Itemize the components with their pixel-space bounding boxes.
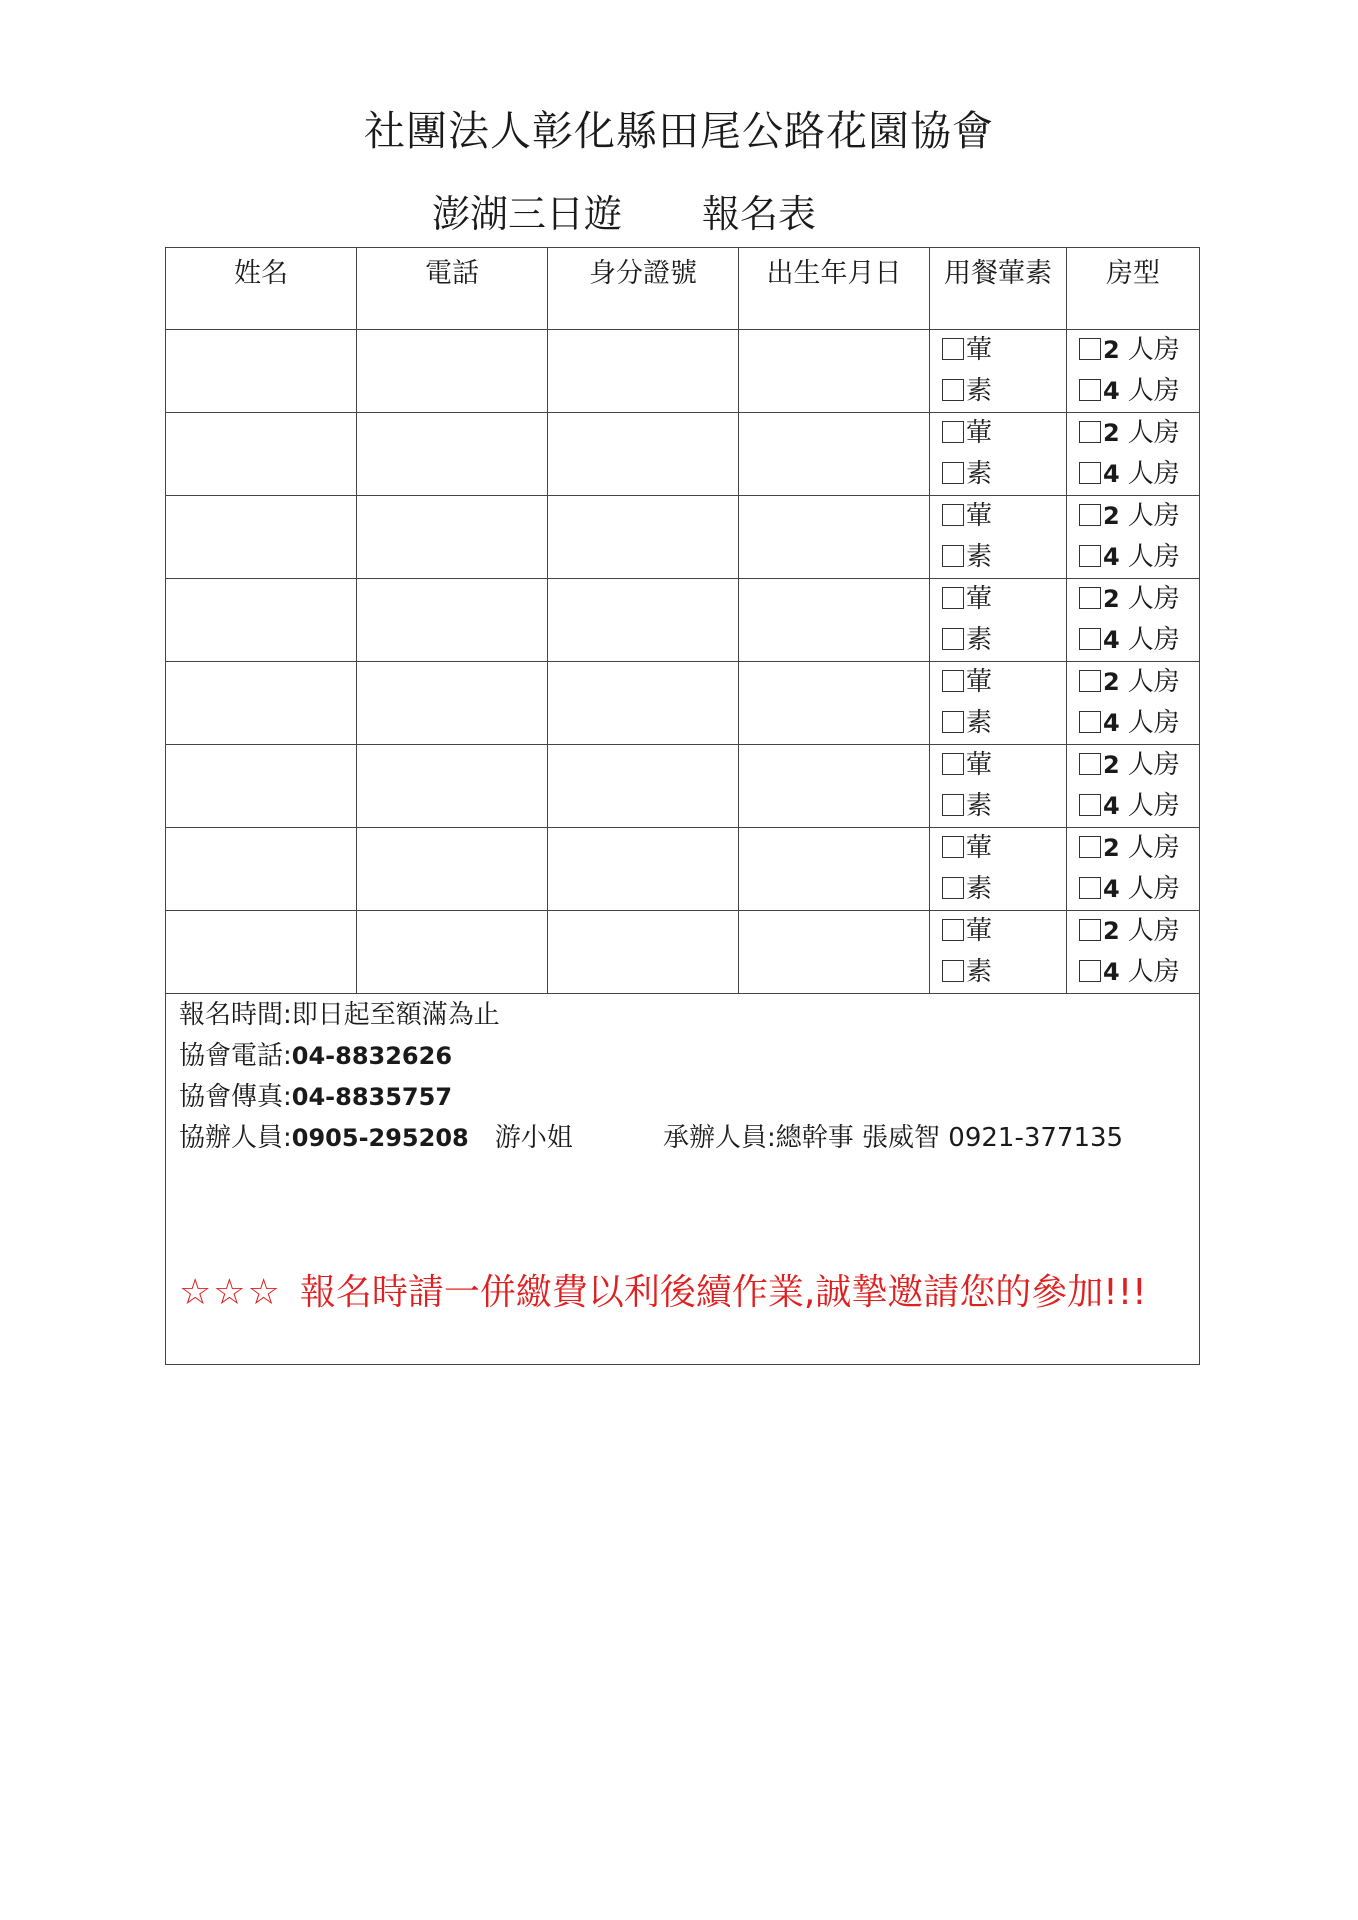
meal-option[interactable] [930, 330, 1066, 371]
room-option[interactable] [1067, 454, 1199, 495]
checkbox-icon[interactable] [942, 919, 964, 941]
meal-option-label: 葷 [966, 667, 993, 697]
room-choice-cell [1067, 828, 1200, 911]
meal-option[interactable] [930, 413, 1066, 454]
room-size: 4 [1103, 460, 1120, 488]
entry-row [166, 828, 1200, 911]
meal-choice-cell [930, 413, 1067, 496]
trip-name: 澎湖三日遊 [432, 192, 623, 236]
fax-label: 協會傳真: [179, 1082, 292, 1112]
meal-option-label: 素 [966, 542, 993, 572]
checkbox-icon[interactable] [1079, 379, 1101, 401]
id-number-cell[interactable] [548, 745, 739, 828]
phone-cell[interactable] [357, 911, 548, 994]
room-size: 4 [1103, 958, 1120, 986]
room-size: 4 [1103, 792, 1120, 820]
room-size: 2 [1103, 419, 1120, 447]
checkbox-icon[interactable] [1079, 421, 1101, 443]
room-option-label: 人房 [1127, 459, 1180, 489]
entry-row [166, 413, 1200, 496]
room-option-label: 人房 [1127, 625, 1180, 655]
checkbox-icon[interactable] [1079, 670, 1101, 692]
meal-option-label: 素 [966, 625, 993, 655]
registration-table [165, 247, 1200, 1365]
id-number-cell[interactable] [548, 662, 739, 745]
checkbox-icon[interactable] [942, 338, 964, 360]
payment-notice [179, 1264, 1147, 1315]
meal-option[interactable] [930, 579, 1066, 620]
room-option-label: 人房 [1127, 957, 1180, 987]
name-cell[interactable] [166, 662, 357, 745]
id-number-cell[interactable] [548, 911, 739, 994]
checkbox-icon[interactable] [942, 836, 964, 858]
room-option[interactable] [1067, 620, 1199, 661]
room-option-label: 人房 [1127, 750, 1180, 780]
meal-option[interactable] [930, 703, 1066, 744]
room-size: 2 [1103, 668, 1120, 696]
id-number-cell[interactable] [548, 828, 739, 911]
organizer-contact: 承辦人員:總幹事 張威智 0921-377135 [663, 1123, 1124, 1153]
room-size: 2 [1103, 502, 1120, 530]
meal-choice-cell [930, 828, 1067, 911]
room-option[interactable] [1067, 869, 1199, 910]
room-option-label: 人房 [1127, 584, 1180, 614]
room-option[interactable] [1067, 828, 1199, 869]
meal-option-label: 素 [966, 376, 993, 406]
phone-cell[interactable] [357, 662, 548, 745]
checkbox-icon[interactable] [942, 753, 964, 775]
meal-choice-cell [930, 330, 1067, 413]
room-option-label: 人房 [1127, 542, 1180, 572]
col-header-meal: 用餐葷素 [930, 248, 1067, 330]
checkbox-icon[interactable] [1079, 628, 1101, 650]
room-option-label: 人房 [1127, 874, 1180, 904]
checkbox-icon[interactable] [1079, 919, 1101, 941]
meal-choice-cell [930, 662, 1067, 745]
room-choice-cell [1067, 662, 1200, 745]
phone-value: 04-8832626 [291, 1042, 453, 1070]
meal-option-label: 素 [966, 874, 993, 904]
room-option-label: 人房 [1127, 335, 1180, 365]
room-size: 4 [1103, 377, 1120, 405]
meal-option-label: 葷 [966, 418, 993, 448]
checkbox-icon[interactable] [942, 711, 964, 733]
name-cell[interactable] [166, 496, 357, 579]
room-option[interactable] [1067, 703, 1199, 744]
checkbox-icon[interactable] [942, 587, 964, 609]
birthdate-cell[interactable] [739, 911, 930, 994]
phone-cell[interactable] [357, 413, 548, 496]
meal-choice-cell [930, 579, 1067, 662]
checkbox-icon[interactable] [1079, 545, 1101, 567]
checkbox-icon[interactable] [1079, 960, 1101, 982]
meal-option[interactable] [930, 454, 1066, 495]
assistant-contact [179, 1117, 573, 1154]
meal-option-label: 葷 [966, 335, 993, 365]
room-size: 4 [1103, 543, 1120, 571]
meal-option[interactable] [930, 620, 1066, 661]
meal-option-label: 素 [966, 708, 993, 738]
name-cell[interactable] [166, 330, 357, 413]
room-option[interactable] [1067, 496, 1199, 537]
id-number-cell[interactable] [548, 413, 739, 496]
room-choice-cell [1067, 330, 1200, 413]
meal-option-label: 素 [966, 791, 993, 821]
header-row [166, 248, 1200, 330]
meal-choice-cell [930, 745, 1067, 828]
room-option-label: 人房 [1127, 791, 1180, 821]
checkbox-icon[interactable] [1079, 711, 1101, 733]
meal-option-label: 素 [966, 957, 993, 987]
name-cell[interactable] [166, 413, 357, 496]
room-option-label: 人房 [1127, 376, 1180, 406]
fax-value: 04-8835757 [291, 1083, 453, 1111]
checkbox-icon[interactable] [1079, 462, 1101, 484]
page-title: 社團法人彰化縣田尾公路花園協會 [364, 107, 994, 155]
room-choice-cell [1067, 745, 1200, 828]
room-choice-cell [1067, 911, 1200, 994]
form-name: 報名表 [702, 192, 817, 236]
room-size: 2 [1103, 585, 1120, 613]
checkbox-icon[interactable] [1079, 753, 1101, 775]
checkbox-icon[interactable] [1079, 836, 1101, 858]
meal-option[interactable] [930, 662, 1066, 703]
id-number-cell[interactable] [548, 496, 739, 579]
name-cell[interactable] [166, 911, 357, 994]
room-option-label: 人房 [1127, 418, 1180, 448]
checkbox-icon[interactable] [942, 670, 964, 692]
birthdate-cell[interactable] [739, 579, 930, 662]
assistant-label: 協辦人員: [179, 1123, 292, 1153]
name-cell[interactable] [166, 745, 357, 828]
meal-option-label: 葷 [966, 916, 993, 946]
room-option[interactable] [1067, 579, 1199, 620]
entry-row [166, 579, 1200, 662]
room-option-label: 人房 [1127, 501, 1180, 531]
room-size: 2 [1103, 751, 1120, 779]
checkbox-icon[interactable] [942, 421, 964, 443]
checkbox-icon[interactable] [942, 628, 964, 650]
room-size: 4 [1103, 709, 1120, 737]
room-size: 2 [1103, 834, 1120, 862]
checkbox-icon[interactable] [942, 960, 964, 982]
association-phone [179, 1035, 452, 1072]
checkbox-icon[interactable] [942, 794, 964, 816]
room-size: 4 [1103, 626, 1120, 654]
room-option[interactable] [1067, 537, 1199, 578]
meal-option-label: 葷 [966, 833, 993, 863]
association-fax [179, 1076, 452, 1113]
checkbox-icon[interactable] [1079, 794, 1101, 816]
name-cell[interactable] [166, 828, 357, 911]
checkbox-icon[interactable] [942, 877, 964, 899]
meal-option[interactable] [930, 371, 1066, 412]
phone-cell[interactable] [357, 330, 548, 413]
col-header-name: 姓名 [166, 248, 357, 330]
room-option[interactable] [1067, 911, 1199, 952]
room-option[interactable] [1067, 662, 1199, 703]
checkbox-icon[interactable] [1079, 877, 1101, 899]
id-number-cell[interactable] [548, 579, 739, 662]
room-choice-cell [1067, 496, 1200, 579]
room-option[interactable] [1067, 371, 1199, 412]
room-option[interactable] [1067, 745, 1199, 786]
birthdate-cell[interactable] [739, 745, 930, 828]
room-size: 2 [1103, 336, 1120, 364]
birthdate-cell[interactable] [739, 662, 930, 745]
phone-cell[interactable] [357, 579, 548, 662]
birthdate-cell[interactable] [739, 828, 930, 911]
meal-option-label: 素 [966, 459, 993, 489]
checkbox-icon[interactable] [942, 545, 964, 567]
room-option-label: 人房 [1127, 708, 1180, 738]
meal-option-label: 葷 [966, 584, 993, 614]
birthdate-cell[interactable] [739, 496, 930, 579]
room-option[interactable] [1067, 786, 1199, 827]
col-header-room: 房型 [1067, 248, 1200, 330]
meal-option[interactable] [930, 952, 1066, 993]
meal-option[interactable] [930, 911, 1066, 952]
checkbox-icon[interactable] [942, 462, 964, 484]
room-size: 4 [1103, 875, 1120, 903]
meal-option[interactable] [930, 537, 1066, 578]
name-cell[interactable] [166, 579, 357, 662]
phone-cell[interactable] [357, 745, 548, 828]
room-choice-cell [1067, 579, 1200, 662]
col-header-id: 身分證號 [548, 248, 739, 330]
entry-row [166, 662, 1200, 745]
id-number-cell[interactable] [548, 330, 739, 413]
meal-option-label: 葷 [966, 501, 993, 531]
birthdate-cell[interactable] [739, 330, 930, 413]
checkbox-icon[interactable] [1079, 504, 1101, 526]
entry-row [166, 496, 1200, 579]
room-size: 2 [1103, 917, 1120, 945]
col-header-birthdate: 出生年月日 [739, 248, 930, 330]
entry-row [166, 745, 1200, 828]
entry-row [166, 330, 1200, 413]
entry-row [166, 911, 1200, 994]
room-choice-cell [1067, 413, 1200, 496]
checkbox-icon[interactable] [1079, 338, 1101, 360]
info-section [166, 994, 1200, 1365]
col-header-phone: 電話 [357, 248, 548, 330]
meal-option[interactable] [930, 869, 1066, 910]
phone-cell[interactable] [357, 828, 548, 911]
phone-label: 協會電話: [179, 1041, 292, 1071]
checkbox-icon[interactable] [1079, 587, 1101, 609]
meal-option-label: 葷 [966, 750, 993, 780]
assistant-name: 游小姐 [494, 1123, 573, 1153]
meal-option[interactable] [930, 786, 1066, 827]
checkbox-icon[interactable] [942, 504, 964, 526]
room-option-label: 人房 [1127, 916, 1180, 946]
birthdate-cell[interactable] [739, 413, 930, 496]
notice-text: 報名時請一併繳費以利後續作業,誠摯邀請您的參加!!! [299, 1272, 1147, 1313]
meal-choice-cell [930, 911, 1067, 994]
room-option[interactable] [1067, 413, 1199, 454]
assistant-phone: 0905-295208 [291, 1124, 469, 1152]
form-subtitle [432, 183, 816, 238]
room-option[interactable] [1067, 330, 1199, 371]
phone-cell[interactable] [357, 496, 548, 579]
room-option[interactable] [1067, 952, 1199, 993]
meal-option[interactable] [930, 496, 1066, 537]
registration-period: 報名時間:即日起至額滿為止 [179, 1000, 500, 1030]
meal-option[interactable] [930, 828, 1066, 869]
checkbox-icon[interactable] [942, 379, 964, 401]
room-option-label: 人房 [1127, 667, 1180, 697]
meal-choice-cell [930, 496, 1067, 579]
star-icons: ☆☆☆ [179, 1272, 282, 1313]
room-option-label: 人房 [1127, 833, 1180, 863]
meal-option[interactable] [930, 745, 1066, 786]
